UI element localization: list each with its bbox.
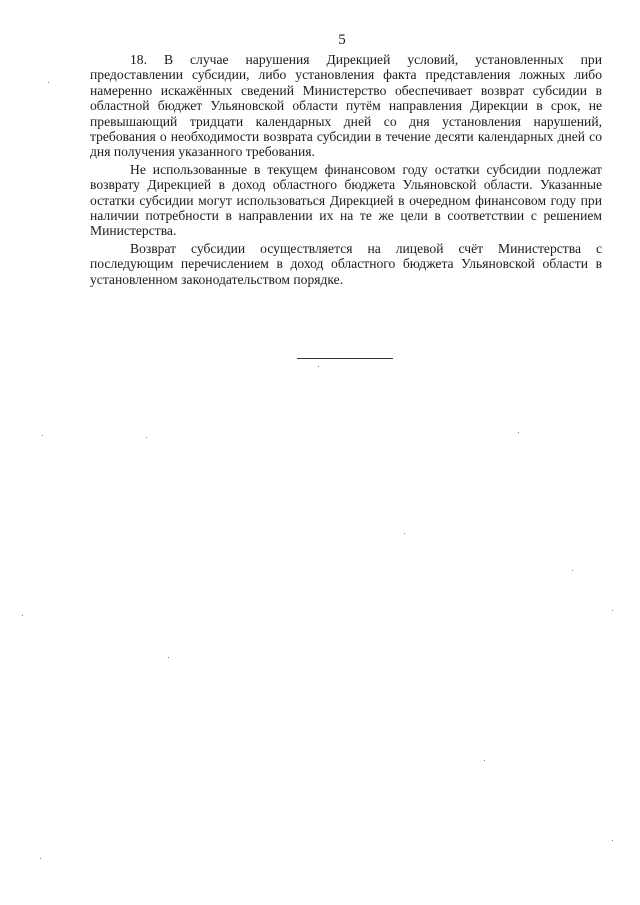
scan-speck — [146, 437, 147, 438]
scan-speck — [612, 840, 613, 841]
scan-speck — [48, 82, 49, 83]
paragraph-unused-balance: Не использованные в текущем финансовом году остатки субсидии подлежат возврату Дирекцией в доход областного бюджета Ульяновской области. Указанные остатки субсидии могут использоваться Дирекцией в очередном финансовом году при наличии потребности в направлении их на те же цели в соответствии с решением Министерства. — [90, 161, 602, 239]
scan-speck — [572, 570, 573, 571]
scan-speck — [518, 432, 519, 433]
scan-speck — [22, 615, 23, 616]
paragraph-violation-refund: 18. В случае нарушения Дирекцией условий, установленных при предоставлении субсидии, либо установления факта представления ложных либо намеренно искажённых сведений Министерство обеспечивает возврат субсидии в областной бюджет Ульяновской области путём направления Дирекции в срок, не превышающий тридцати календарных дней со дня установления нарушений, требования о необходимости возврата субсидии в течение десяти календарных дней со дня получения указанного требования. — [90, 52, 602, 160]
scan-speck — [40, 858, 41, 859]
scan-speck — [42, 435, 43, 436]
scan-speck — [318, 366, 319, 367]
document-body — [90, 52, 602, 289]
scan-speck — [612, 610, 613, 611]
end-of-text-rule — [297, 358, 393, 359]
scan-speck — [168, 657, 169, 658]
page-number: 5 — [338, 32, 346, 48]
scan-speck — [484, 760, 485, 761]
paragraph-refund-procedure: Возврат субсидии осуществляется на лицевой счёт Министерства с последующим перечислением в доход областного бюджета Ульяновской области в установленном законодательством порядке. — [90, 240, 602, 287]
scan-speck — [404, 533, 405, 534]
